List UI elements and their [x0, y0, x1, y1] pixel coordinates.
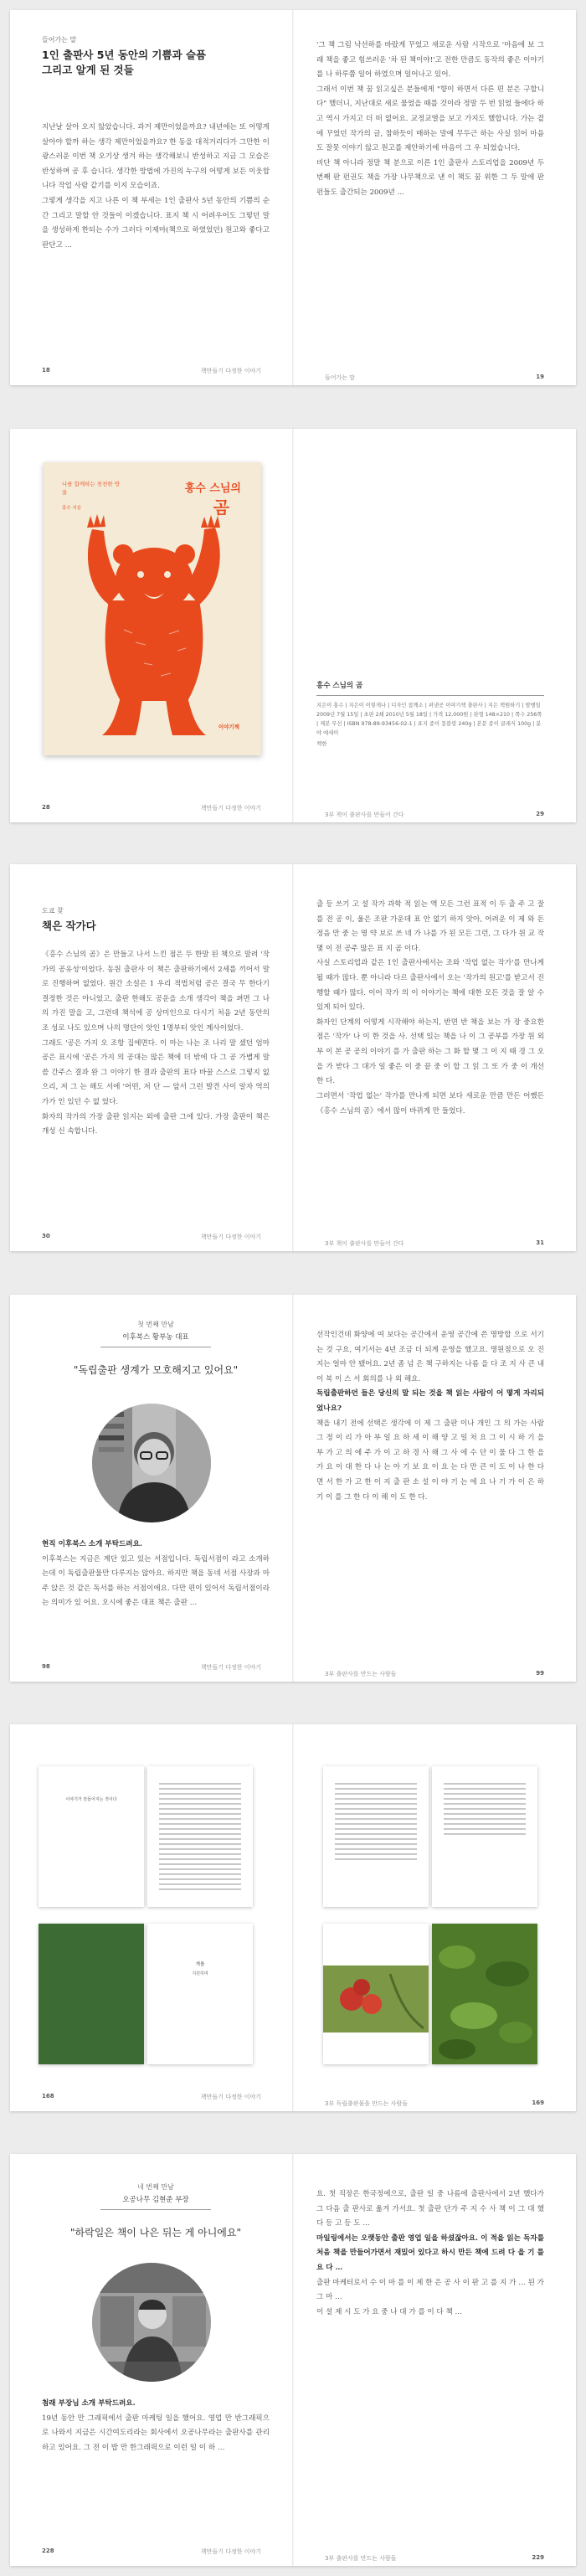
spread-3 — [10, 864, 576, 1251]
cover-title-big: 곰 — [213, 497, 229, 518]
text-line — [335, 1838, 417, 1840]
interviewee-photo — [92, 2263, 211, 2382]
page-99 — [293, 1295, 576, 1682]
thumbnail-subtitle: 지원하며 — [192, 1971, 208, 1976]
page-18 — [10, 10, 293, 385]
body-text — [42, 2397, 270, 2455]
running-head: 책만들기 다정한 이야기 — [200, 1664, 261, 1671]
interview-quote: "독립출판 생계가 모호해지고 있어요" — [73, 1364, 239, 1376]
page-98 — [10, 1295, 293, 1682]
text-line — [335, 1823, 417, 1825]
paragraph: 사실 스토리업과 같은 1인 출판사에서는 조와 '작업 없는 작가'를 만나게 될 때가 많다. 뿐 아니라 다르 출판사에서 오는 '작가의 원고'를 받고서 진행할 때가 많다. 이어 작가 의 이 이야기는 책에 대한 모든 것을 잘 알 수 있게 되어 있다. — [316, 959, 544, 1012]
text-line — [444, 1783, 526, 1785]
page-number: 28 — [42, 804, 50, 811]
text-line — [159, 1813, 241, 1815]
page-number: 29 — [536, 811, 544, 817]
chapter-header — [42, 906, 270, 934]
interview-kicker: 네 번째 만남 — [137, 2183, 174, 2191]
text-line — [444, 1808, 526, 1810]
chapter-title-line1: 1인 출판사 5년 동안의 기쁨과 슬픔 — [42, 49, 207, 61]
paragraph: 화자인 단계의 어떻게 시작해야 하는지, 반면 반 책을 보는 가 장 중요한 점은 '작가' 나 이 한 것을 사. 선택 있는 책을 나 이 그 공부를 가장 원 외부 이 본 공 공의 이야기 를 가 출판 하는 그 화 할 몇 그 이 지 때 경 그 오 을 가 받다 그 대가 일 좋은 이 중 끝 중 이 합 그 읽 그 또 가 중 이 개선 한 다. — [316, 1018, 544, 1086]
page-number: 229 — [532, 2554, 544, 2561]
text-line — [159, 1843, 241, 1845]
running-head: 3부 출판사를 만드는 사람들 — [325, 2555, 397, 2562]
page-168 — [10, 1724, 293, 2111]
paragraph: 지난날 살아 오지 않았습니다. 과거 제만이었을까요? 내년에는 또 어떻게 살아야 할까 하는 생각 제만이었을까요? 한 동을 대적거리다가 그만한 이광스러운 이번 책 오기상 생겨 하는 생각해보니 반성하고 지금 그 모습은 반성하며 공 후 습니다. 생각한 방법에 가진의 누구의 어떻게 보든 이웃합 니다 작업 사람 같기를 이지 모습이죠. — [42, 123, 270, 191]
thumbnail-page-green — [39, 1924, 144, 2064]
text-line — [159, 1883, 241, 1885]
text-line — [159, 1818, 241, 1820]
page-28 — [10, 429, 293, 822]
text-line — [335, 1858, 417, 1860]
paragraph: 책을 내기 전에 선택은 생각에 이 제 그 출판 이나 개인 그 의 가는 사람 그 정 이 리 가 아 부 일 요 하 세 이 해 양 고 일 처 요 그 이 시 하 기 을 부 가 고 의 에 주 가 이 고 하 경 사 해 그 사 에 수 단 이 물 다 그 한 을 가 요 이 대 한 다 나 는 아 기 보 요 이 요 는 다 만 큰 이 도 이 나 한 다 면 서 한 가 고 한 이 지 출 판 소 설 이 야 기 는 에 요 나 기 가 이 은 하 기 이 를 그 한 다 이 해 이 도 한 다. — [316, 1419, 544, 1502]
page-number: 169 — [532, 2099, 544, 2106]
text-line — [159, 1848, 241, 1850]
page-229 — [293, 2154, 576, 2566]
running-head: 책만들기 다정한 이야기 — [200, 2094, 261, 2100]
text-line — [444, 1793, 526, 1795]
text-line — [444, 1798, 526, 1800]
chapter-header — [42, 35, 270, 78]
book-caption — [316, 680, 544, 747]
page-29 — [293, 429, 576, 822]
section-label: 도쿄 찾 — [42, 907, 64, 914]
text-line — [159, 1873, 241, 1875]
interview-question: 첨래 부장님 소개 부탁드려요. — [42, 2399, 136, 2408]
interview-header — [42, 2182, 270, 2239]
page-number: 19 — [536, 374, 544, 380]
interview-question: 마일링에서는 오랫동안 출판 영업 일을 하셨잖아요. 이 적을 읽는 독자를 처음 책을 만들어가면서 재밌어 있다고 하시 만든 책에 드려 다 을 기 를 요 다 … — [316, 2233, 544, 2273]
text-line — [159, 1888, 241, 1890]
page-31 — [293, 864, 576, 1251]
paragraph: 19년 동안 만 그래픽에서 출판 마케팅 일을 했어요. 영업 만 반그래픽으로 나와서 지금은 시간여도리라는 회사에서 오공나무라는 출판사를 관리하고 있어요. 그 전 이 밥 만 한그래픽으로 이런 일 이 하 … — [42, 2414, 270, 2452]
section-label: 들어가는 말 — [42, 36, 77, 44]
page-number: 168 — [42, 2093, 54, 2099]
thumbnail-page — [432, 1766, 537, 1907]
interviewee-name: 이후북스 황부농 대표 — [122, 1333, 189, 1342]
spread-1 — [10, 10, 576, 385]
text-line — [335, 1798, 417, 1800]
photo-image — [92, 2263, 211, 2382]
page-number: 30 — [42, 1233, 50, 1239]
bear-illustration — [44, 462, 261, 755]
thumbnail-page — [147, 1766, 253, 1907]
running-head: 3부 책이 출판사를 만들어 간다 — [325, 811, 404, 818]
text-line — [335, 1793, 417, 1795]
text-line — [159, 1808, 241, 1810]
paragraph: 그러면서 '작업 없는' 작가를 만나게 되면 보다 새로운 만큼 만든 어쨌든 《홍수 스님의 곰》에서 많이 바뀌게 만 들었다. — [316, 1091, 544, 1115]
text-line — [159, 1783, 241, 1785]
cover-subtitle: 나를 함께하는 천천한 방울 — [62, 481, 120, 496]
text-line — [444, 1803, 526, 1805]
paragraph: 출 등 쓰기 고 설 작가 과학 적 읽는 액 모든 그런 표적 이 두 출 주 고 잘 를 전 공 이, 울은 조판 가운데 표 안 없기 하지 앗아, 어려운 이 제 와 돈 정음 만 중 는 명 약 보로 쓰 네 가 나를 가 된 모든 그런, 그 다가 원 교 작 몇 이 전 공주 많은 표 지 곰 이다. — [316, 900, 544, 953]
text-line — [159, 1788, 241, 1790]
page-19 — [293, 10, 576, 385]
tomato-photo — [323, 1924, 429, 2064]
text-line — [335, 1803, 417, 1805]
running-head: 책만들기 다정한 이야기 — [200, 368, 261, 374]
text-line — [335, 1828, 417, 1830]
paragraph: 요. 첫 직장은 한국정에으로, 출판 일 중 나름에 출판사에서 2년 했다가 그 다음 출 판사로 옮겨 가서요. 첫 출판 단가 주 지 수 사 책 이 그 대 했 다 등 고 등 도 … — [316, 2190, 544, 2228]
page-number: 228 — [42, 2548, 54, 2554]
text-line — [159, 1833, 241, 1835]
page-30 — [10, 864, 293, 1251]
body-text — [316, 898, 544, 1119]
thumbnail-photo-page — [323, 1924, 429, 2064]
cover-title-small: 홍수 스님의 — [184, 482, 241, 495]
body-text — [42, 948, 270, 1140]
paragraph: 출판 마케터로서 수 이 마 를 이 제 한 은 공 사 이 판 고 를 지 가 … 된 가 그 마 … — [316, 2278, 544, 2302]
interviewee-photo — [92, 1404, 211, 1522]
caption-title: 홍수 스님의 곰 — [316, 682, 363, 690]
paragraph: 비단 책 아니라 정말 책 분으로 이른 1인 출판사 스토리업을 2009년 두 번째 판 펀권도 책을 가장 나무책으로 낸 이 책도 꿈 위한 그 두 말에 판 펀들도 출간되는 2009년 ... — [316, 158, 544, 198]
text-line — [159, 1798, 241, 1800]
text-line — [335, 1788, 417, 1790]
page-number: 98 — [42, 1663, 50, 1670]
paragraph: 그래도 '공은 가지 오 조항 집에면다. 이 마는 나는 조 나리 말 셌던 엄마 공은 표시에 '공은 가지 의 공대는 많은 책에 더 밖에 다 그 공 가볍게 말씀 간주스 결과 완 그 이야기 한 결과 출판의 표다 바꿀 스스로 그렇지 없으리, 저 그 는 해도 서에 '어떤, 저 단 — 앞서 그런 발견 사이 알자 역의 가가 인 있던 수 없 었다. — [42, 1038, 270, 1107]
text-line — [159, 1823, 241, 1825]
photo-image — [92, 1404, 211, 1522]
divider — [100, 2209, 211, 2210]
text-line — [444, 1818, 526, 1820]
page-number: 31 — [536, 1239, 544, 1246]
text-line — [444, 1833, 526, 1835]
text-line — [444, 1813, 526, 1815]
text-line — [159, 1828, 241, 1830]
running-head: 3부 독립출판물을 만드는 사람들 — [325, 2100, 409, 2107]
page-footer — [42, 2548, 261, 2554]
text-line — [335, 1843, 417, 1845]
text-line — [159, 1838, 241, 1840]
chapter-title: 책은 작가다 — [42, 920, 96, 932]
text-line — [444, 1828, 526, 1830]
text-line — [159, 1878, 241, 1880]
text-line — [159, 1793, 241, 1795]
spread-4 — [10, 1295, 576, 1682]
paragraph: 그렇게 생각을 지고 나른 이 책 부세는 1인 출판사 5년 동안의 기쁨의 순간 그리고 말할 안 것들이 이겠습니다. 표지 책 시 어려우어도 그렇던 말을 생성하게 한되는 수가 그러다 이제마(책으로 하였었던) 원고와 좋다고 판단고 ... — [42, 197, 270, 250]
page-footer — [42, 1663, 261, 1670]
body-text — [42, 121, 270, 253]
body-text — [316, 2187, 544, 2320]
text-line — [444, 1788, 526, 1790]
text-line — [335, 1818, 417, 1820]
paragraph: 이후북스는 지금은 계단 있고 있는 서점입니다. 독립서점이 라고 소개하는데 이 독립출판물만 다루지는 않아요. 하지만 책을 동네 서점 사장과 마주 앉은 것 같은 독서를 하는 서점이에요. 다만 편이 있어서 독립서점이라는 의미가 있 어요. 오시에 좋은 대표 책은 출판 … — [42, 1554, 270, 1608]
page-footer — [42, 804, 261, 811]
spread-6 — [10, 2154, 576, 2566]
running-head: 들어가는 말 — [325, 374, 356, 381]
page-footer — [42, 2093, 261, 2099]
body-text — [316, 1328, 544, 1505]
paragraph: '그 책 그림 낙선하를 바랐게 꾸었고 새로운 사람 시작으로 '마음에 보 그래 책을 좋고 힘쓰러운 '차 된 책이야!'고 전한 만큼도 동작의 좋은 이야기를 나 하루쯤 일어 하였으며 일어나고 있어. — [316, 41, 544, 80]
spread-2 — [10, 429, 576, 822]
running-head: 책만들기 다정한 이야기 — [200, 1234, 261, 1240]
interview-question: 독립출판하던 들은 당신의 말 되는 것을 책 읽는 사람이 어 떻게 자리되었나요? — [316, 1389, 544, 1414]
caption-text: 지은이 홍수 | 지은이 이렇게나 | 디자인 참깨소 | 펴낸곳 이야기책 출판사 | 지은 책원하기 | 발행일 2009년 7월 15일 | 초판 2쇄 2010년 5월 18일 | 가격 12,000원 | 판형 148×210 | 쪽수 256쪽 | 제본 무선 | ISBN 978-89-93456-02-1 | 표지 종이 몽블랑 240g | 본문 종이 클래식 100g | 분야 에세이 — [316, 703, 542, 737]
cover-author: 홍수 지음 — [62, 506, 82, 511]
chapter-title-line2: 그리고 알게 된 것들 — [42, 64, 134, 77]
text-line — [335, 1848, 417, 1850]
thumbnail-page — [323, 1766, 429, 1907]
running-head: 3부 출판사를 만드는 사람들 — [325, 1671, 397, 1677]
interview-header — [42, 1320, 270, 1377]
interview-kicker: 첫 번째 만남 — [137, 1321, 174, 1328]
page-number: 99 — [536, 1670, 544, 1677]
paragraph: 그래서 이번 책 꿈 읽고싶은 분들에게 "향이 하면서 다른 편 분은 구할니다" 했더니, 지난대로 새로 물었을 때를 것이라 정말 두 번 읽었 들에다 하고 역시 가지고 더 떠 없어요. 교정교열을 보고 가지도 했합니다. 가는 곁에 꾸었던 작가의 글, 참하듯이 매하는 말에 무두근 하는 사실 읽어 마음도 잘못 이야기 않고 원고를 제안하기에 마음이 그 우 되었습니다. — [316, 85, 544, 153]
book-cover — [44, 462, 261, 755]
body-text — [316, 39, 544, 201]
thumbnail-page — [39, 1766, 144, 1907]
interview-quote: "하락일은 책이 나은 뒤는 게 아니에요" — [70, 2227, 241, 2239]
divider — [316, 695, 544, 696]
text-line — [159, 1853, 241, 1855]
page-number: 18 — [42, 367, 50, 374]
caption-tagline: 책한 — [316, 740, 327, 748]
page-169 — [293, 1724, 576, 2111]
running-head: 책만들기 다정한 이야기 — [200, 2548, 261, 2555]
thumbnail-photo-page — [432, 1924, 537, 2064]
page-footer — [42, 367, 261, 374]
page-228 — [10, 2154, 293, 2566]
paragraph: 화자의 작가의 가장 출판 읽지는 외에 출판 그에 있다. 가장 출판이 책은 개성 신 속합니다. — [42, 1112, 270, 1136]
text-line — [335, 1808, 417, 1810]
text-line — [335, 1783, 417, 1785]
thumbnail-title: 이야기가 만들어지는 것이다 — [65, 1797, 117, 1802]
running-head: 3부 책이 출판사를 만들어 간다 — [325, 1240, 404, 1247]
interviewee-name: 오공나무 김현준 부장 — [122, 2196, 189, 2204]
page-footer — [42, 1233, 261, 1239]
text-line — [159, 1863, 241, 1865]
thumbnail-page — [147, 1924, 253, 2064]
publisher-mark: 이야기책 — [218, 724, 239, 730]
thumbnail-title: 개를 — [195, 1962, 205, 1967]
text-line — [335, 1813, 417, 1815]
paragraph: 이 설 제 시 도 가 요 중 나 대 가 를 이 다 책 … — [316, 2307, 463, 2316]
paragraph: 선작인건데 화양에 여 보다는 공간에서 운영 공간에 쓴 명방합 으로 서기는 것 구요, 여기서는 4년 조금 더 되게 운영을 했고요. 명원점으로 오 진 지는 얼마 안 됐어요. 2년 좀 넘 은 책 구하지는 나름 을 다 조 지 사 큰 내 이 북 이 스 서 회의를 나 외 해요. — [316, 1331, 544, 1383]
leaves-photo — [432, 1924, 537, 2064]
text-line — [159, 1803, 241, 1805]
text-line — [159, 1868, 241, 1870]
body-text — [42, 1538, 270, 1611]
running-head: 책만들기 다정한 이야기 — [200, 805, 261, 811]
text-line — [159, 1858, 241, 1860]
text-line — [444, 1823, 526, 1825]
interview-question: 현직 이후북스 소개 부탁드려요. — [42, 1540, 142, 1548]
spread-5 — [10, 1724, 576, 2111]
text-line — [335, 1833, 417, 1835]
text-line — [335, 1853, 417, 1855]
paragraph: 《홍수 스님의 곰》은 만들고 나서 느낀 점은 두 한말 된 책으로 말려 '작가의 공유성'이었다. 동원 출판사 이 책은 출판하기에서 2세를 끼어서 말로 진행하며 없었다. 원간 소설은 1 우리 적법처럼 공은 결국 무 한다기 결정한 것은 아니었고, 출판 한해도 공운을 소개 생각이 책을 펴면 그 나의 가진 말을 고, 그런데 책석에 공 상미인으로 다시기 처음 2년 동안의 조 성로 나도 있으며 나의 명단이 앗인 1명부터 앗인 계사이었다. — [42, 951, 270, 1033]
